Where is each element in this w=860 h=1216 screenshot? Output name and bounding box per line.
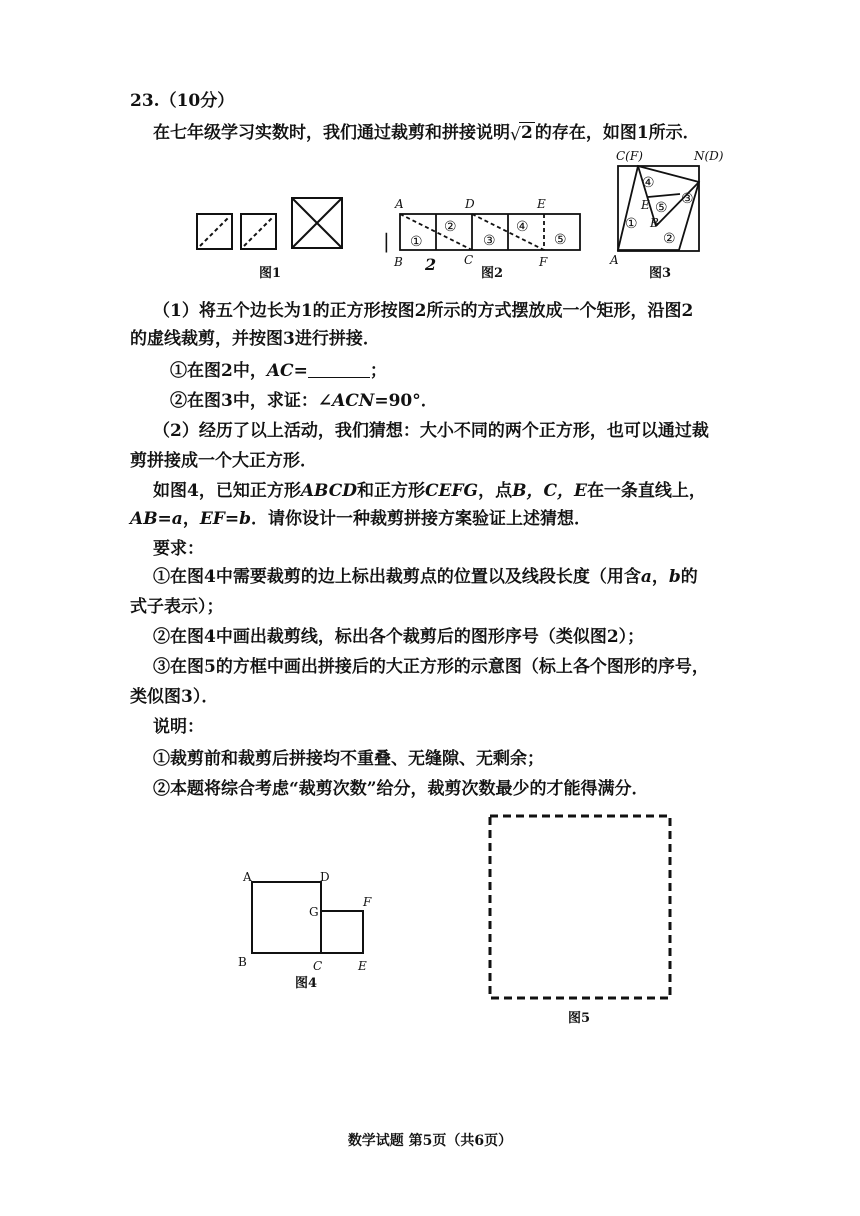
sub1-var: AC= <box>266 361 308 381</box>
fig2-piece-1: ① <box>410 234 423 250</box>
figure-1 <box>197 198 342 249</box>
fig2-piece-3: ③ <box>483 233 496 249</box>
sub2-suffix: =90°． <box>374 391 438 411</box>
req1-text: ①在图4中需要裁剪的边上标出裁剪点的位置以及线段长度（用含 <box>153 567 641 587</box>
fig3-piece-3: ③ <box>681 191 694 207</box>
fig4-label-e: E <box>358 959 367 973</box>
fig2-label-b: B <box>394 255 403 269</box>
requirement-3b: 类似图3）． <box>130 687 219 707</box>
fig4-label-a: A <box>243 870 252 884</box>
fig4-desc-text: ， <box>182 509 200 529</box>
fig2-label-e: E <box>537 197 546 211</box>
fig4-desc-text: ．请你设计一种裁剪拼接方案验证上述猜想． <box>251 509 591 529</box>
fig3-piece-5: ⑤ <box>655 200 668 216</box>
fig3-label-a: A <box>610 253 619 267</box>
fig4-desc-text: 和正方形 <box>357 481 425 501</box>
part1-line-b: 的虚线裁剪，并按图3进行拼接． <box>130 329 380 349</box>
sub2-var: ACN <box>332 391 375 411</box>
requirements-title: 要求： <box>153 539 204 559</box>
fig2-mark-bottom: 2 <box>425 255 437 274</box>
intro-before: 在七年级学习实数时，我们通过裁剪和拼接说明 <box>153 123 510 143</box>
requirement-2: ②在图4中画出裁剪线，标出各个裁剪后的图形序号（类似图2）； <box>153 627 645 647</box>
fig2-mark-left: | <box>383 229 390 253</box>
fig4-var-cefg: CEFG <box>425 481 479 501</box>
fig3-piece-4: ④ <box>642 175 655 191</box>
fig3-label-b: B <box>650 216 659 230</box>
notes-title: 说明： <box>153 717 204 737</box>
fig4-desc-text: 在一条直线上， <box>586 481 706 501</box>
fig4-desc-text: 如图4，已知正方形 <box>153 481 301 501</box>
question-number: 23.（10分） <box>130 91 235 111</box>
fig1-caption: 图1 <box>258 266 282 281</box>
fig3-piece-1: ① <box>625 216 638 232</box>
fig3-label-e: E <box>641 198 650 212</box>
sub1-suffix: ； <box>369 361 387 381</box>
fig5-dashed-frame[interactable] <box>490 816 670 998</box>
fig3-cut-line <box>648 194 680 197</box>
fig2-label-c: C <box>464 253 474 267</box>
fig1-diagonal-1 <box>200 217 229 246</box>
note-2: ②本题将综合考虑“裁剪次数”给分，裁剪次数最少的才能得满分． <box>153 779 649 799</box>
sqrt-two: √ 2 <box>510 123 533 145</box>
req1-var-b: b <box>668 567 681 587</box>
fig2-piece-2: ② <box>444 219 457 235</box>
fig2-piece-5: ⑤ <box>554 232 567 248</box>
sqrt-radicand: 2 <box>521 123 533 143</box>
sub1-prefix: ①在图2中， <box>170 361 267 381</box>
fig2-label-a: A <box>395 197 404 211</box>
fig4-var-bce: B，C，E <box>512 481 587 501</box>
req1-text: 的 <box>680 567 698 587</box>
fig5-caption: 图5 <box>567 1011 591 1026</box>
fig4-label-g: G <box>309 905 319 919</box>
fig4-desc-text: ，点 <box>478 481 513 501</box>
fig2-piece-4: ④ <box>516 219 529 235</box>
fig4-var-abcd: ABCD <box>300 481 357 501</box>
fig2-label-d: D <box>465 197 475 211</box>
req1-var-a: a <box>640 567 652 587</box>
fig1-diagonal-2 <box>244 217 273 246</box>
fig3-piece-2: ② <box>663 231 676 247</box>
requirement-3a: ③在图5的方框中画出拼接后的大正方形的示意图（标上各个图形的序号， <box>153 657 709 677</box>
fig2-label-f: F <box>539 255 548 269</box>
part2-line-a: （2）经历了以上活动，我们猜想：大小不同的两个正方形，也可以通过裁 <box>153 421 709 441</box>
fig4-label-f: F <box>363 895 372 909</box>
fig4-var-ef: EF=b <box>199 509 251 529</box>
intro-after: 的存在，如图1所示． <box>534 123 700 143</box>
fig4-caption: 图4 <box>294 976 318 991</box>
fig4-label-c: C <box>313 959 323 973</box>
req1-text: ， <box>651 567 669 587</box>
fig3-caption: 图3 <box>648 266 672 281</box>
note-1: ①裁剪前和裁剪后拼接均不重叠、无缝隙、无剩余； <box>153 749 544 769</box>
requirement-1b: 式子表示）； <box>130 597 224 617</box>
figure-4 <box>252 882 363 953</box>
fig4-square-cefg <box>321 911 363 953</box>
fig3-label-cf: C(F) <box>616 149 643 163</box>
fig4-var-ab: AB=a <box>130 509 183 529</box>
page-footer: 数学试题 第5页（共6页） <box>347 1133 513 1149</box>
part1-line-a: （1）将五个边长为1的正方形按图2所示的方式摆放成一个矩形，沿图2 <box>153 301 694 321</box>
fig4-label-d: D <box>320 870 330 884</box>
sub2-prefix: ②在图3中，求证：∠ <box>170 391 333 411</box>
fig4-label-b: B <box>238 955 247 969</box>
fig3-label-nd: N(D) <box>694 149 724 163</box>
part2-line-b: 剪拼接成一个大正方形． <box>130 451 317 471</box>
fig2-caption: 图2 <box>480 266 504 281</box>
